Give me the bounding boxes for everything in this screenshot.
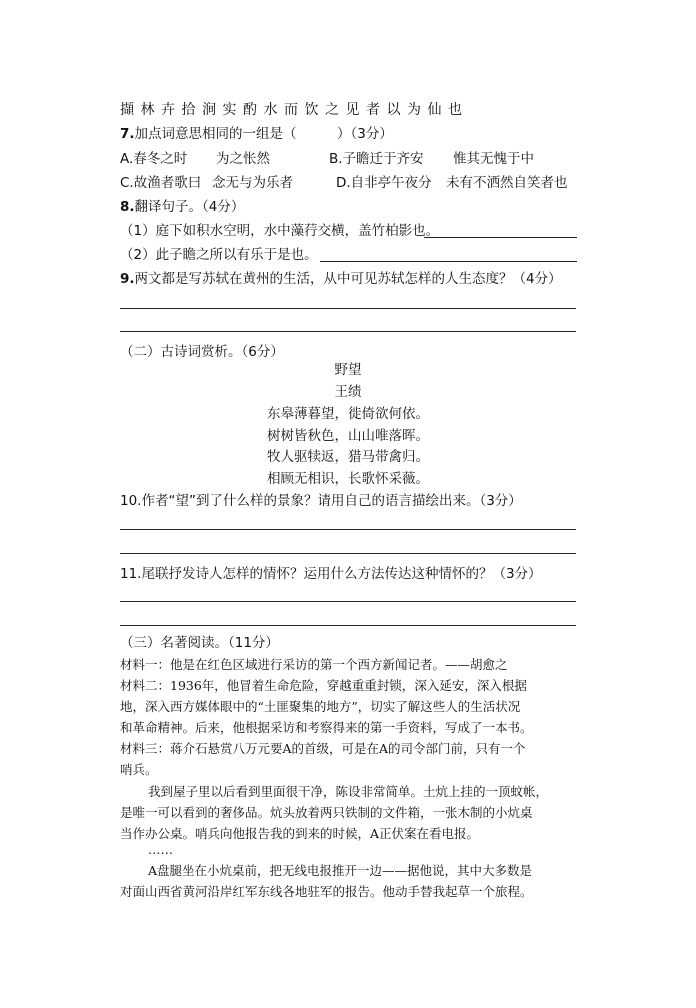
- material-3-line: 哨兵。: [120, 762, 158, 777]
- question-7-number: 7.: [120, 126, 135, 142]
- question-9: [120, 270, 562, 288]
- question-7: [120, 125, 393, 143]
- material-2-line: 材料二：1936年，他冒着生命危险，穿越重重封锁，深入延安，深入根据: [120, 678, 527, 693]
- option-a-phrase-2: 为之怅然: [216, 151, 270, 167]
- excerpt-paragraph-1: 当作办公桌。哨兵向他报告我的到来的时候，A正伏案在看电报。: [120, 826, 480, 841]
- poem-line: 牧人驱犊返，猎马带禽归。: [267, 449, 429, 465]
- material-1: 材料一：他是在红色区域进行采访的第一个西方新闻记者。——胡愈之: [120, 657, 508, 672]
- answer-line[interactable]: [120, 601, 576, 602]
- top-classical-line: 擷林卉拾涧实酌水而饮之见者以为仙也: [120, 102, 469, 118]
- option-d-phrase-2: 未有不洒然自笑者也: [446, 175, 568, 191]
- question-7-option-a: [120, 150, 329, 168]
- poem-line: 树树皆秋色，山山唯落晖。: [267, 428, 429, 444]
- question-8-number: 8.: [120, 199, 135, 215]
- answer-line[interactable]: [424, 237, 577, 238]
- excerpt-paragraph-2: 对面山西省黄河沿岸红军东线各地驻军的报告。他动手替我起草一个旅程。: [120, 884, 533, 899]
- question-11: 11.尾联抒发诗人怎样的情怀？运用什么方法传达这种情怀的？（3分）: [120, 566, 542, 582]
- poem-author: 王绩: [334, 384, 362, 400]
- section-3-heading: （三）名著阅读。（11分）: [120, 635, 279, 651]
- option-d-phrase-1: D.自非亭午夜分: [336, 175, 432, 191]
- question-7-text: 加点词意思相同的一组是（ ）（3分）: [134, 126, 393, 142]
- section-2-heading: （二）古诗词赏析。（6分）: [120, 344, 284, 360]
- answer-line[interactable]: [120, 529, 576, 530]
- answer-line[interactable]: [120, 553, 576, 554]
- poem-title: 野望: [334, 362, 362, 378]
- material-2-line: 和革命精神。后来，他根据采访和考察得来的第一手资料，写成了一本书。: [120, 720, 533, 735]
- question-7-option-c: [120, 174, 293, 192]
- question-8: [120, 198, 244, 216]
- option-b-phrase-2: 惟其无愧于中: [453, 151, 534, 167]
- option-c-phrase-1: C.故渔者歌曰: [120, 175, 202, 191]
- option-c-phrase-2: 念无与为乐者: [212, 175, 293, 191]
- question-8-item-1: （1）庭下如积水空明，水中藻荇交横，盖竹柏影也。: [120, 223, 440, 239]
- question-8-item-2: （2）此子瞻之所以有乐于是也。: [120, 247, 318, 263]
- question-7-option-d: [336, 174, 568, 192]
- answer-line[interactable]: [120, 331, 576, 332]
- ellipsis: ……: [148, 842, 173, 857]
- answer-line[interactable]: [320, 261, 577, 262]
- poem-line: 相顾无相识，长歌怀采薇。: [267, 471, 429, 487]
- answer-line[interactable]: [120, 625, 576, 626]
- question-9-text: 两文都是写苏轼在黄州的生活，从中可见苏轼怎样的人生态度？（4分）: [134, 271, 562, 287]
- material-2-line: 地，深入西方媒体眼中的“土匪聚集的地方”，切实了解这些人的生活状况: [120, 699, 521, 714]
- excerpt-paragraph-2: A盘腿坐在小炕桌前，把无线电报推开一边——据他说，其中大多数是: [148, 863, 533, 878]
- question-9-number: 9.: [120, 271, 135, 287]
- question-8-text: 翻译句子。（4分）: [134, 199, 245, 215]
- answer-line[interactable]: [120, 308, 576, 309]
- poem-line: 东皋薄暮望，徙倚欲何依。: [267, 406, 429, 422]
- material-3-line: 材料三：蒋介石悬赏八万元要A的首级，可是在A的司令部门前，只有一个: [120, 741, 526, 756]
- excerpt-paragraph-1: 是唯一可以看到的奢侈品。炕头放着两只铁制的文件箱，一张木制的小炕桌: [120, 805, 533, 820]
- option-a-phrase-1: A.春冬之时: [120, 151, 188, 167]
- question-10: 10.作者“望”到了什么样的景象？请用自己的语言描绘出来。（3分）: [120, 493, 522, 509]
- option-b-phrase-1: B.子瞻迁于齐安: [329, 151, 424, 167]
- question-7-option-b: [329, 150, 534, 168]
- excerpt-paragraph-1: 我到屋子里以后看到里面很干净，陈设非常简单。土炕上挂的一顶蚊帐，: [148, 784, 549, 799]
